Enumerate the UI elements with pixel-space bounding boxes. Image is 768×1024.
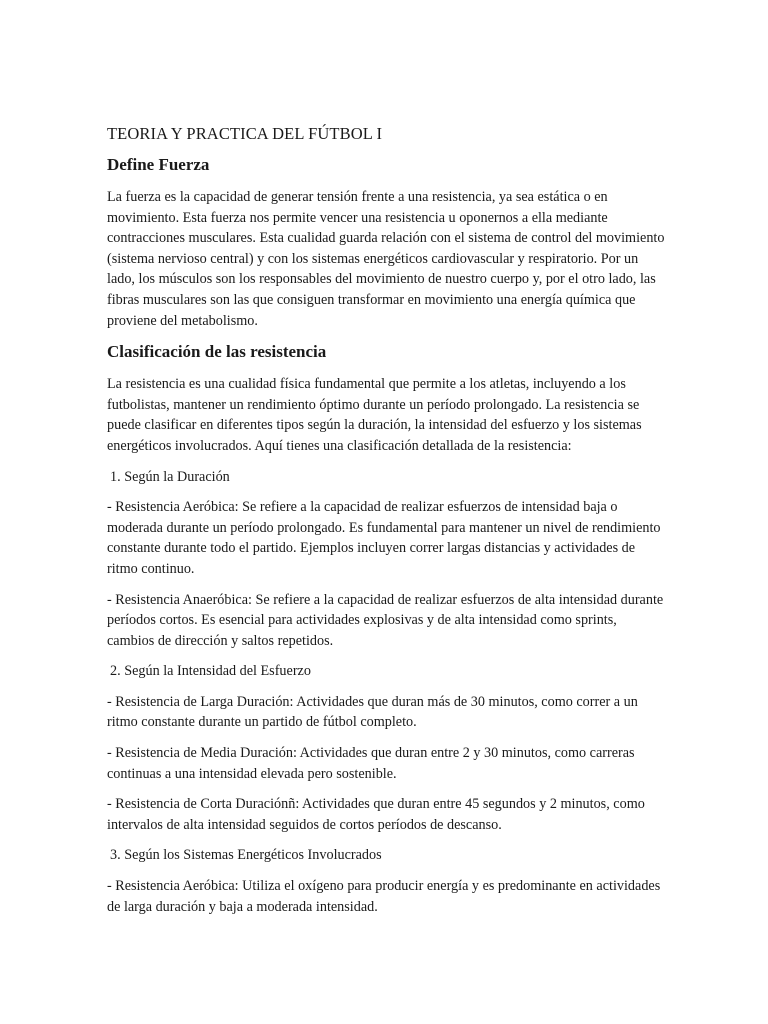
paragraph-anaerobica: - Resistencia Anaeróbica: Se refiere a la capacidad de realizar esfuerzos de alta intensidad durante períodos cortos. Es esencial para actividades explosivas y de alta intensidad como sprints, cambios de dirección y saltos repetidos. xyxy=(107,591,664,649)
paragraph-fuerza: La fuerza es la capacidad de generar tensión frente a una resistencia, ya sea estática o en movimiento. Esta fuerza nos permite vencer una resistencia u oponernos a ella mediante contracciones musculares. Esta cualidad guarda relación con el sistema de control del movimiento (sistema nervioso central) y con los sistemas energéticos cardiovascular y respiratorio. Por un lado, los músculos son los responsables del movimiento de nuestro cuerpo y, por el otro lado, las fibras musculares son las que consiguen transformar en movimiento una energía química que proviene del metabolismo. xyxy=(107,189,665,329)
paragraph-larga-duracion: - Resistencia de Larga Duración: Actividades que duran más de 30 minutos, como correr a un ritmo constante durante un partido de fútbol completo. xyxy=(107,693,638,731)
paragraph-aerobica: - Resistencia Aeróbica: Se refiere a la capacidad de realizar esfuerzos de intensidad baja o moderada durante un período prolongado. Es fundamental para mantener un nivel de rendimiento constante durante todo el partido. Ejemplos incluyen correr largas distancias y actividades de ritmo continuo. xyxy=(107,499,661,577)
paragraph-resistencia-intro: La resistencia es una cualidad física fundamental que permite a los atletas, incluyendo a los futbolistas, mantener un rendimiento óptimo durante un período prolongado. La resistencia se puede clasificar en diferentes tipos según la duración, la intensidad del esfuerzo y los sistemas energéticos involucrados. Aquí tienes una clasificación detallada de la resistencia: xyxy=(107,376,642,454)
document-page xyxy=(107,124,667,927)
section-heading-resistencia: Clasificación de las resistencia xyxy=(107,342,327,362)
section-heading-fuerza: Define Fuerza xyxy=(107,155,210,174)
document-title: TEORIA Y PRACTICA DEL FÚTBOL I xyxy=(107,124,383,143)
paragraph-corta-duracion: - Resistencia de Corta Duraciónñ: Actividades que duran entre 45 segundos y 2 minutos, como intervalos de alta intensidad seguidos de cortos períodos de descanso. xyxy=(107,796,645,833)
list-item-duracion: 1. Según la Duración xyxy=(110,468,230,485)
list-item-sistemas: 3. Según los Sistemas Energéticos Involucrados xyxy=(110,847,382,864)
list-item-intensidad: 2. Según la Intensidad del Esfuerzo xyxy=(110,663,311,680)
paragraph-sistemas-aerobica: - Resistencia Aeróbica: Utiliza el oxígeno para producir energía y es predominante en actividades de larga duración y baja a moderada intensidad. xyxy=(107,878,661,915)
paragraph-media-duracion: - Resistencia de Media Duración: Actividades que duran entre 2 y 30 minutos, como carreras continuas a una intensidad elevada pero sostenible. xyxy=(107,745,635,782)
